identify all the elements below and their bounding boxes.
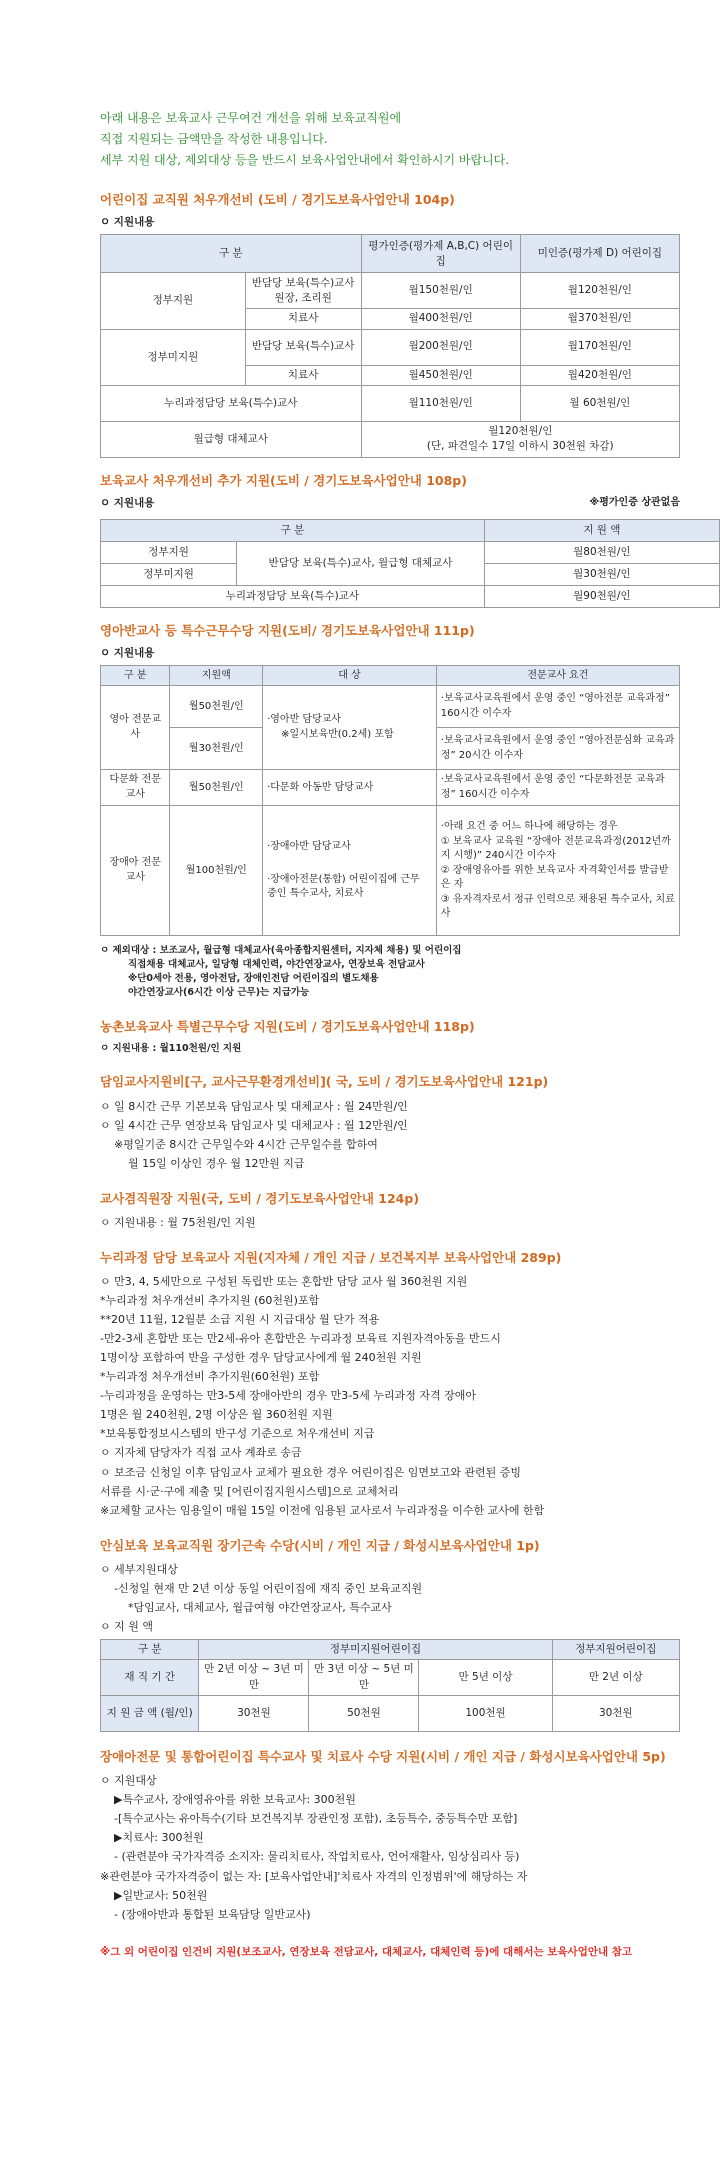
row-label: 영아 전문교사 — [101, 686, 170, 770]
target-cell: ·장애아반 담당교사 ·장애아전문(통합) 어린이집에 근무 중인 특수교사, 치료사 — [263, 806, 437, 936]
requirement-cell: ·보육교사교육원에서 운영 중인 “영아전문심화 교육과정” 20시간 이수자 — [436, 728, 679, 770]
long-service-line: ㅇ 세부지원대상 — [100, 1562, 178, 1576]
value-cell: 월90천원/인 — [484, 586, 719, 608]
row-label: 누리과정담당 보육(특수)교사 — [101, 385, 362, 421]
value-cell: 월450천원/인 — [361, 365, 520, 385]
row-label: 반담당 보육(특수)교사 — [245, 329, 361, 365]
section-title-special-teacher-allowance: 장애아전문 및 통합어린이집 특수교사 및 치료사 수당 지원(시비 / 개인 지급 / 화성시보육사업안내 5p) — [100, 1749, 666, 1765]
value-cell: 월150천원/인 — [361, 273, 520, 309]
value-cell: 월120천원/인 — [520, 273, 679, 309]
target-cell: ·영아반 담당교사 ※일시보육반(0.2세) 포함 — [263, 686, 437, 770]
header-amount: 지 원 액 — [484, 520, 719, 542]
period-cell: 만 5년 이상 — [419, 1660, 552, 1696]
footer-note: ※그 외 어린이집 인건비 지원(보조교사, 연장보육 전담교사, 대체교사, 대체인력 등)에 대해서는 보육사업안내 참고 — [100, 1945, 633, 1958]
homeroom-line: ㅇ 일 8시간 근무 기본보육 담임교사 및 대체교사 : 월 24만원/인 — [100, 1099, 408, 1113]
requirement-cell: ·보육교사교육원에서 운영 중인 “영아전문 교육과정” 160시간 이수자 — [436, 686, 679, 728]
support-content-label: ㅇ 지원내용 — [100, 216, 155, 229]
intro-line: 아래 내용은 보육교사 근무여건 개선을 위해 보육교직원에 — [100, 111, 402, 125]
long-service-line: -신청일 현재 만 2년 이상 동일 어린이집에 재직 중인 보육교직원 — [114, 1581, 423, 1595]
value-cell: 월100천원/인 — [170, 806, 263, 936]
header-gov-supported: 정부지원어린이집 — [552, 1639, 679, 1659]
value-cell: 월120천원/인 (단, 파견일수 17일 이하시 30천원 차감) — [361, 421, 679, 457]
rural-support-content: ㅇ 지원내용 : 월110천원/인 지원 — [100, 1042, 242, 1054]
intro-text — [100, 108, 680, 171]
value-cell: 30천원 — [199, 1696, 309, 1732]
intro-line: 세부 지원 대상, 제외대상 등을 반드시 보육사업안내에서 확인하시기 바랍니다. — [100, 153, 510, 167]
section-title-long-service: 안심보육 보육교직원 장기근속 수당(시비 / 개인 지급 / 화성시보육사업안내 1p) — [100, 1537, 540, 1553]
header-gubun: 구 분 — [101, 235, 362, 273]
value-cell: 100천원 — [419, 1696, 552, 1732]
row-label: 반담당 보육(특수)교사 원장, 조리원 — [245, 273, 361, 309]
header-certified: 평가인증(평가제 A,B,C) 어린이집 — [361, 235, 520, 273]
header-requirement: 전문교사 요건 — [436, 666, 679, 686]
value-cell: 월110천원/인 — [361, 385, 520, 421]
long-service-line: ㅇ 지 원 액 — [100, 1619, 153, 1633]
row-label: 치료사 — [245, 365, 361, 385]
group-gov-supported: 정부지원 — [101, 273, 246, 329]
row-label: 월급형 대체교사 — [101, 421, 362, 457]
period-cell: 만 2년 이상 ~ 3년 미만 — [199, 1660, 309, 1696]
section-title-treatment-improvement: 어린이집 교직원 처우개선비 (도비 / 경기도보육사업안내 104p) — [100, 192, 455, 207]
row-label: 치료사 — [245, 309, 361, 329]
section-title-special-allowance: 영아반교사 등 특수근무수당 지원(도비/ 경기도보육사업안내 111p) — [100, 623, 475, 639]
value-cell: 월400천원/인 — [361, 309, 520, 329]
homeroom-note: 월 15일 이상인 경우 월 12만원 지급 — [128, 1156, 305, 1170]
value-cell: 월50천원/인 — [170, 770, 263, 806]
intro-line: 직접 지원되는 금액만을 작성한 내용입니다. — [100, 132, 328, 146]
director-support-content: ㅇ 지원내용 : 월 75천원/인 지원 — [100, 1215, 256, 1229]
homeroom-note: ※평일기준 8시간 근무일수와 4시간 근무일수를 합하여 — [114, 1137, 378, 1151]
special-teacher-body: ㅇ 지원대상 ▶특수교사, 장애영유아를 위한 보육교사: 300천원 -[특수교사는 유아특수(기타 보건복지부 장관인정 포함), 초등특수, 중등특수만 포함] ▶치료사: 300천원 - (관련분야 국가자격증 소지자: 물리치료사, 작업치료사, 언어재활사, 임상심리사 등) ※관련분야 국가자격증이 없는 자: [보육사업안내]'치료사 자격의 인정범위'에 해당하는 자 ▶일반교사: 50천원 - (장애아반과 통합된 보육담당 일반교사) — [100, 1774, 528, 1921]
value-cell: 월50천원/인 — [170, 686, 263, 728]
exclusion-note: ㅇ 제외대상 : 보조교사, 월급형 대체교사(육아종합지원센터, 지자체 채용) 및 어린이집 직접채용 대체교사, 일당형 대체인력, 야간연장교사, 연장보육 전담교사 ※단0세아 전용, 영아전담, 장애인전담 어린이집의 별도채용 야간연장교사(6시간 이상 근무)는 지급가능 — [100, 945, 462, 998]
value-cell: 월80천원/인 — [484, 542, 719, 564]
row-label: 정부지원 — [101, 542, 237, 564]
value-cell: 월 60천원/인 — [520, 385, 679, 421]
value-cell: 월200천원/인 — [361, 329, 520, 365]
target-cell: ·다문화 아동반 담당교사 — [263, 770, 437, 806]
header-amount: 지원액 — [170, 666, 263, 686]
treatment-improvement-table — [100, 234, 680, 457]
support-content-label: ㅇ 지원내용 ※평가인증 상관없음 — [100, 496, 680, 509]
special-allowance-table — [100, 665, 680, 936]
certification-note: ※평가인증 상관없음 — [589, 496, 680, 508]
value-cell: 30천원 — [552, 1696, 679, 1732]
header-uncertified: 미인증(평가제 D) 어린이집 — [520, 235, 679, 273]
value-cell: 월420천원/인 — [520, 365, 679, 385]
row-label: 정부미지원 — [101, 564, 237, 586]
requirement-cell: ·아래 요건 중 어느 하나에 해당하는 경우 ① 보육교사 교육원 “장애아 전문교육과정(2012년까지 시행)” 240시간 이수자 ② 장애영유아를 위한 보육교사 자격확인서를 발급받은 자 ③ 유자격자로서 정규 인력으로 채용된 특수교사, 치료사 — [436, 806, 679, 936]
header-gubun: 구 분 — [101, 520, 485, 542]
group-gov-unsupported: 정부미지원 — [101, 329, 246, 385]
value-cell: 50천원 — [309, 1696, 419, 1732]
nuri-teacher-body: ㅇ 만3, 4, 5세만으로 구성된 독립반 또는 혼합반 담당 교사 월 360천원 지원 *누리과정 처우개선비 추가지원 (60천원)포함 **20년 11월, 12월분 소급 지원 시 지급대상 월 단가 적용 -만2-3세 혼합반 또는 만2세-유아 혼합반은 누리과정 보육료 지원자격아동을 반드시 1명이상 포함하여 반을 구성한 경우 담당교사에게 월 240천원 지원 *누리과정 처우개선비 추가지원(60천원) 포함 -누리과정을 운영하는 만3-5세 장애아반의 경우 만3-5세 누리과정 자격 장애아 1명은 월 240천원, 2명 이상은 월 360천원 지원 *보육통합정보시스템의 반구성 기준으로 처우개선비 지급 ㅇ 지자체 담당자가 직접 교사 계좌로 송금 ㅇ 보조금 신청일 이후 담임교사 교체가 필요한 경우 어린이집은 임면보고와 관련된 증빙 서류를 시·군·구에 제출 및 [어린이집지원시스템]으로 교체처리 ※교체할 교사는 임용일이 매월 15일 이전에 임용된 교사로서 누리과정을 이수한 교사에 한함 — [100, 1275, 545, 1517]
value-cell: 월370천원/인 — [520, 309, 679, 329]
support-content-label: ㅇ 지원내용 — [100, 647, 155, 660]
section-title-nuri-teacher: 누리과정 담당 보육교사 지원(지자체 / 개인 지급 / 보건복지부 보육사업안내 289p) — [100, 1249, 562, 1265]
section-title-additional-support: 보육교사 처우개선비 추가 지원(도비 / 경기도보육사업안내 108p) — [100, 472, 467, 488]
row-label: 장애아 전문교사 — [101, 806, 170, 936]
header-gubun: 구 분 — [101, 1639, 199, 1659]
value-cell: 월30천원/인 — [484, 564, 719, 586]
row-label-period: 재 직 기 간 — [101, 1660, 199, 1696]
section-title-homeroom-support: 담임교사지원비[구, 교사근무환경개선비]( 국, 도비 / 경기도보육사업안내 121p) — [100, 1074, 549, 1090]
section-title-director-support: 교사겸직원장 지원(국, 도비 / 경기도보육사업안내 124p) — [100, 1190, 420, 1206]
header-gubun: 구 분 — [101, 666, 170, 686]
requirement-cell: ·보육교사교육원에서 운영 중인 “다문화전문 교육과정” 160시간 이수자 — [436, 770, 679, 806]
value-cell: 월30천원/인 — [170, 728, 263, 770]
homeroom-line: ㅇ 일 4시간 근무 연장보육 담임교사 및 대체교사 : 월 12만원/인 — [100, 1118, 408, 1132]
long-service-table — [100, 1639, 680, 1732]
row-label: 누리과정담당 보육(특수)교사 — [101, 586, 485, 608]
header-gov-unsupported: 정부미지원어린이집 — [199, 1639, 552, 1659]
target-cell: 반담당 보육(특수)교사, 월급형 대체교사 — [237, 542, 485, 586]
value-cell: 월170천원/인 — [520, 329, 679, 365]
additional-support-table — [100, 519, 720, 608]
period-cell: 만 3년 이상 ~ 5년 미만 — [309, 1660, 419, 1696]
section-title-rural-allowance: 농촌보육교사 특별근무수당 지원(도비 / 경기도보육사업안내 118p) — [100, 1018, 475, 1034]
row-label: 다문화 전문교사 — [101, 770, 170, 806]
long-service-line: *담임교사, 대체교사, 월급여형 야간연장교사, 특수교사 — [128, 1600, 392, 1614]
header-target: 대 상 — [263, 666, 437, 686]
row-label-amount: 지 원 금 액 (월/인) — [101, 1696, 199, 1732]
period-cell: 만 2년 이상 — [552, 1660, 679, 1696]
